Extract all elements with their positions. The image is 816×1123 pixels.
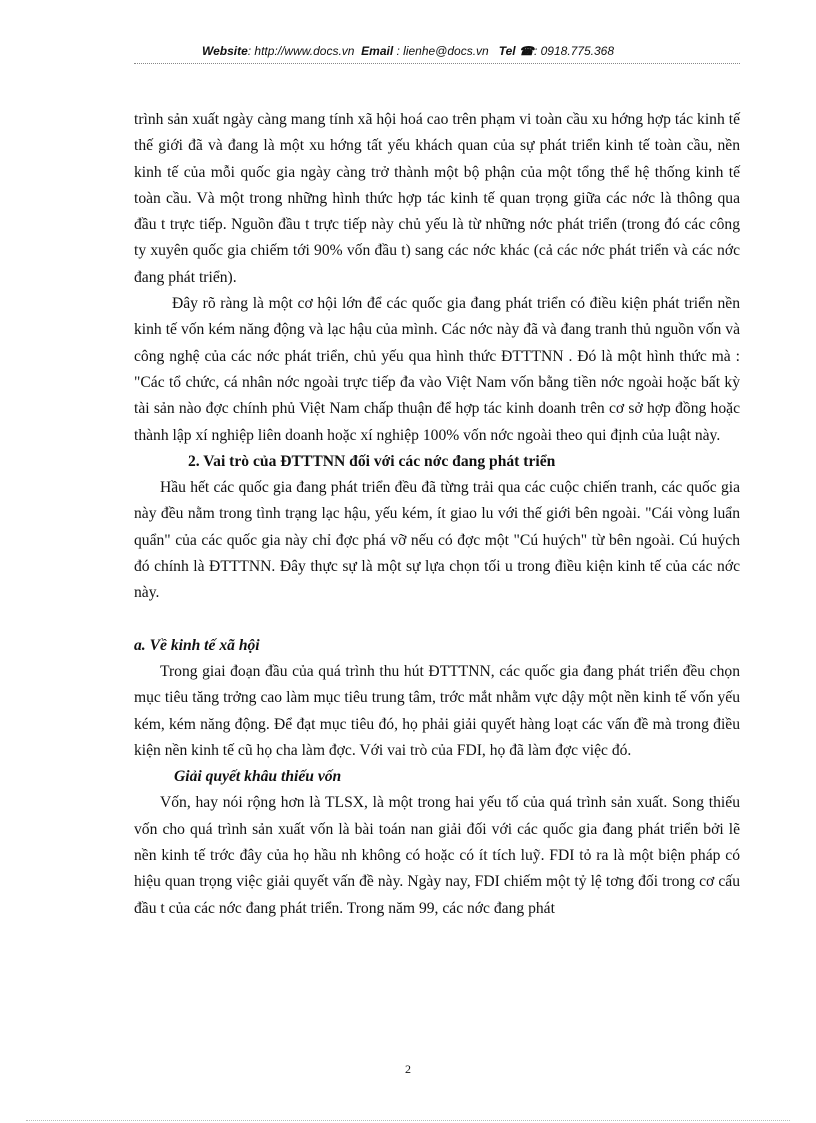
email-value[interactable]: : lienhe@docs.vn <box>393 44 489 58</box>
paragraph-3: Hầu hết các quốc gia đang phát triển đều đã từng trải qua các cuộc chiến tranh, các quốc gia này đều nằm trong tình trạng lạc hậu, yếu kém, ít giao lu với thế giới bên ngoài. "Cái vòng luẩn quẩn" của các quốc gia này chỉ đợc phá vỡ nếu có đợc một "Cú huých" từ bên ngoài. Cú huých đó chính là ĐTTTNN. Đây thực sự là một sự lựa chọn tối u trong điều kiện kinh tế của các nớc này. <box>134 479 740 602</box>
subheading-capital: Giải quyết khâu thiếu vốn <box>174 768 342 786</box>
page-number: 2 <box>405 1062 411 1076</box>
spacer <box>134 607 740 633</box>
page-header <box>0 44 816 58</box>
tel-label: Tel <box>498 44 516 58</box>
paragraph-4: Trong giai đoạn đầu của quá trình thu hút ĐTTTNN, các quốc gia đang phát triển đều chọn mục tiêu tăng trởng cao làm mục tiêu trung tâm, trớc mắt nhằm vực dậy một nền kinh tế vốn yếu kém, kém năng động. Để đạt mục tiêu đó, họ phải giải quyết hàng loạt các vấn đề mà trong điều kiện nền kinh tế cũ họ cha làm đợc. Với vai trò của FDI, họ đã làm đợc việc đó. <box>134 662 740 759</box>
paragraph-1: trình sản xuất ngày càng mang tính xã hội hoá cao trên phạm vi toàn cầu xu hớng hợp tác kinh tế thế giới đã và đang là một xu hớng tất yếu khách quan của sự phát triển kinh tế toàn cầu, nền kinh tế của mỗi quốc gia ngày càng trở thành một bộ phận của một tổng thể hệ thống kinh tế toàn cầu. Và một trong những hình thức hợp tác kinh tế quan trọng giữa các nớc là thông qua đầu t trực tiếp. Nguồn đầu t trực tiếp này chủ yếu là từ những nớc phát triển (trong đó các công ty xuyên quốc gia chiếm tới 90% vốn đầu t) sang các nớc khác (cả các nớc phát triển và các nớc đang phát triển). <box>134 111 740 286</box>
tel-value: : 0918.775.368 <box>533 44 615 58</box>
website-label: Website <box>201 44 248 58</box>
phone-icon: ☎ <box>519 44 534 58</box>
website-value[interactable]: : http://www.docs.vn <box>247 44 355 58</box>
email-label: Email <box>361 44 394 58</box>
paragraph-2: Đây rõ ràng là một cơ hội lớn để các quốc gia đang phát triển có điều kiện phát triển nền kinh tế vốn kém năng động và lạc hậu của mình. Các nớc này đã và đang tranh thủ nguồn vốn và công nghệ của các nớc phát triển, chủ yếu qua hình thức ĐTTTNN . Đó là một hình thức mà : "Các tổ chức, cá nhân nớc ngoài trực tiếp đa vào Việt Nam vốn bằng tiền nớc ngoài hoặc bất kỳ tài sản nào đợc chính phủ Việt Nam chấp thuận để hợp tác kinh doanh trên cơ sở hợp đồng hoặc thành lập xí nghiệp liên doanh hoặc xí nghiệp 100% vốn nớc ngoài theo qui định của luật này. <box>134 295 740 444</box>
paragraph-5: Vốn, hay nói rộng hơn là TLSX, là một trong hai yếu tố của quá trình sản xuất. Song thiếu vốn cho quá trình sản xuất vốn là bài toán nan giải đối với các quốc gia đang phát triển bởi lẽ nền kinh tế trớc đây của họ hầu nh không có hoặc có ít tích luỹ. FDI tỏ ra là một biện pháp có hiệu quan trọng việc giải quyết vấn đề này. Ngày nay, FDI chiếm một tỷ lệ tơng đối trong cơ cấu đầu t của các nớc đang phát triển. Trong năm 99, các nớc đang phát <box>134 794 740 917</box>
header-divider <box>134 63 740 64</box>
document-body <box>134 107 740 922</box>
subheading-a: a. Về kinh tế xã hội <box>134 636 260 654</box>
footer-divider <box>26 1120 790 1121</box>
section-heading-2: 2. Vai trò của ĐTTTNN đối với các nớc đang phát triển <box>188 452 556 470</box>
